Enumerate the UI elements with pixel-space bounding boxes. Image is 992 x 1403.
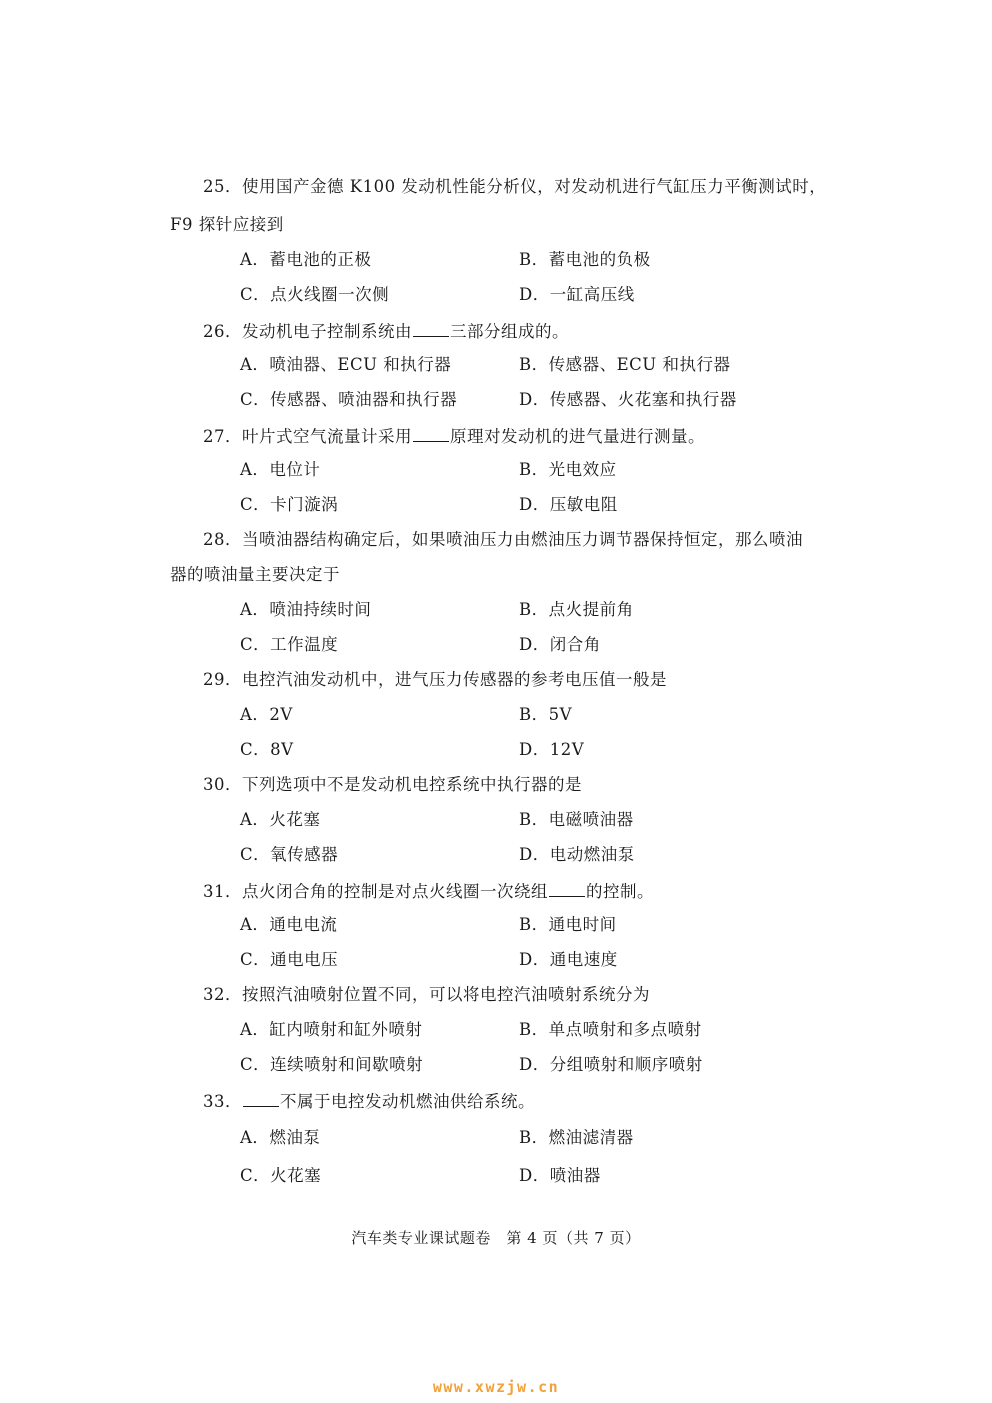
question-27-option-c: C．卡门漩涡 (240, 495, 339, 514)
answer-blank (413, 425, 449, 442)
question-31-option-c: C．通电电压 (240, 950, 339, 969)
answer-blank (243, 1090, 279, 1107)
question-30-option-a: A．火花塞 (240, 810, 321, 829)
question-27-stem: 27．叶片式空气流量计采用 原理对发动机的进气量进行测量。 (203, 427, 705, 446)
question-29-option-d: D．12V (519, 740, 585, 759)
question-26-option-a: A．喷油器、ECU 和执行器 (240, 355, 452, 374)
question-32-stem: 32．按照汽油喷射位置不同，可以将电控汽油喷射系统分为 (203, 985, 650, 1004)
question-29-option-c: C．8V (240, 740, 294, 759)
question-26-option-c: C．传感器、喷油器和执行器 (240, 390, 458, 409)
question-31-option-a: A．通电电流 (240, 915, 338, 934)
question-29-option-b: B．5V (519, 705, 573, 724)
question-28-option-b: B．点火提前角 (519, 600, 634, 619)
question-28-option-c: C．工作温度 (240, 635, 339, 654)
question-28-option-a: A．喷油持续时间 (240, 600, 372, 619)
question-28-stem: 28．当喷油器结构确定后，如果喷油压力由燃油压力调节器保持恒定，那么喷油 (203, 530, 803, 549)
question-27-option-b: B．光电效应 (519, 460, 617, 479)
question-25-option-b: B．蓄电池的负极 (519, 250, 651, 269)
question-32-option-a: A．缸内喷射和缸外喷射 (240, 1020, 423, 1039)
question-25-stem-cont: F9 探针应接到 (170, 215, 284, 234)
question-31-option-b: B．通电时间 (519, 915, 617, 934)
question-25-option-a: A．蓄电池的正极 (240, 250, 372, 269)
question-28-option-d: D．闭合角 (519, 635, 601, 654)
question-33-option-d: D．喷油器 (519, 1166, 601, 1185)
question-26-option-b: B．传感器、ECU 和执行器 (519, 355, 731, 374)
question-25-option-d: D．一缸高压线 (519, 285, 635, 304)
question-32-option-c: C．连续喷射和间歇喷射 (240, 1055, 424, 1074)
question-33-stem: 33． 不属于电控发动机燃油供给系统。 (203, 1092, 535, 1111)
question-33-option-a: A．燃油泵 (240, 1128, 321, 1147)
question-31-stem: 31．点火闭合角的控制是对点火线圈一次绕组 的控制。 (203, 882, 654, 901)
question-25-stem: 25．使用国产金德 K100 发动机性能分析仪，对发动机进行气缸压力平衡测试时， (203, 177, 827, 196)
question-28-stem-cont: 器的喷油量主要决定于 (170, 565, 340, 584)
question-25-option-c: C．点火线圈一次侧 (240, 285, 390, 304)
question-32-option-d: D．分组喷射和顺序喷射 (519, 1055, 703, 1074)
question-26-option-d: D．传感器、火花塞和执行器 (519, 390, 737, 409)
question-30-option-b: B．电磁喷油器 (519, 810, 634, 829)
site-watermark: www.xwzjw.cn (432, 1378, 560, 1396)
question-31-option-d: D．通电速度 (519, 950, 618, 969)
question-27-option-d: D．压敏电阻 (519, 495, 618, 514)
question-30-option-d: D．电动燃油泵 (519, 845, 635, 864)
answer-blank (413, 320, 449, 337)
answer-blank (549, 880, 585, 897)
question-29-option-a: A．2V (240, 705, 293, 724)
page-footer: 汽车类专业课试题卷 第 4 页（共 7 页） (351, 1229, 641, 1247)
question-33-option-c: C．火花塞 (240, 1166, 322, 1185)
question-33-option-b: B．燃油滤清器 (519, 1128, 634, 1147)
question-27-option-a: A．电位计 (240, 460, 321, 479)
question-32-option-b: B．单点喷射和多点喷射 (519, 1020, 702, 1039)
question-26-stem: 26．发动机电子控制系统由 三部分组成的。 (203, 322, 569, 341)
question-29-stem: 29．电控汽油发动机中，进气压力传感器的参考电压值一般是 (203, 670, 667, 689)
question-30-stem: 30．下列选项中不是发动机电控系统中执行器的是 (203, 775, 582, 794)
question-30-option-c: C．氧传感器 (240, 845, 339, 864)
